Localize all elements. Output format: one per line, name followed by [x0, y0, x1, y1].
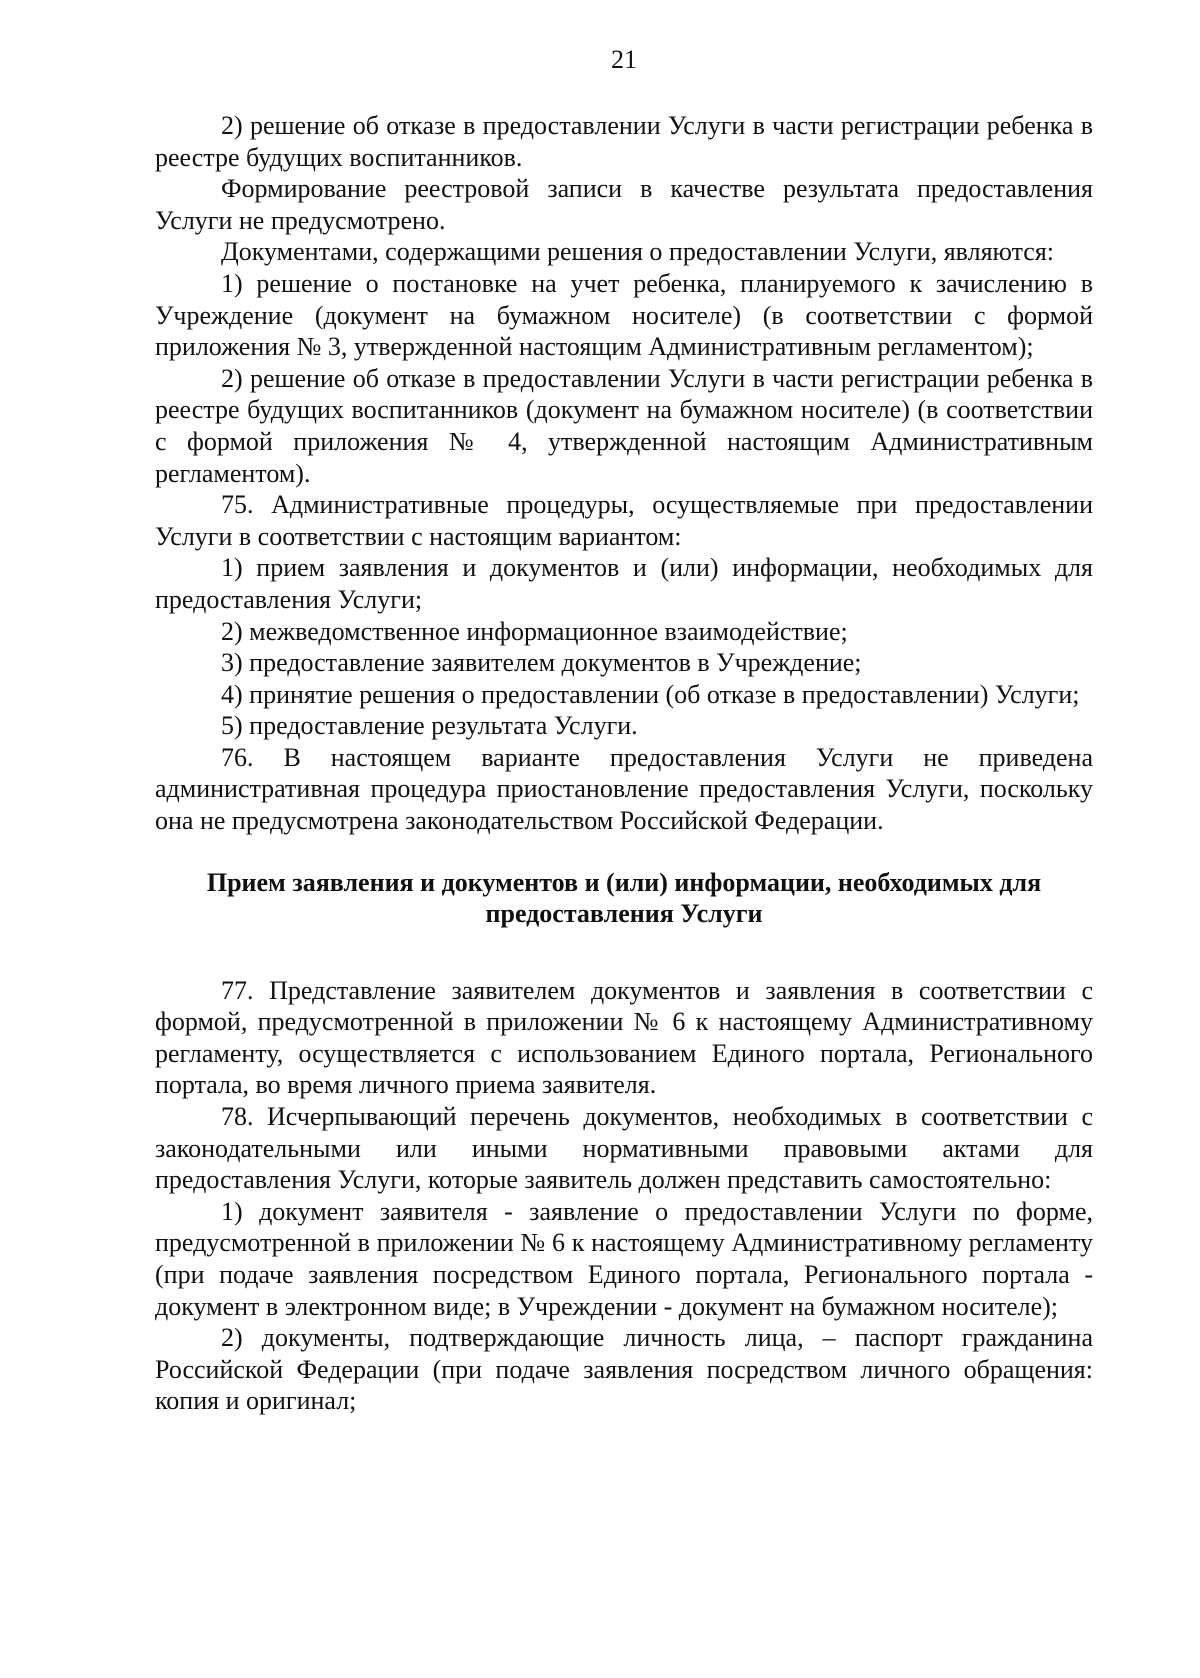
- section-heading-line-1: Прием заявления и документов и (или) информации, необходимых для: [206, 867, 1042, 897]
- paragraph-decision-registration: 1) решение о постановке на учет ребенка, планируемого к зачислению в Учреждение (документ на бумажном носителе) (в соответствии с формой приложения № 3, утвержденной настоящим Административным регламентом);: [155, 268, 1093, 362]
- paragraph-item-77: 77. Представление заявителем документов и заявления в соответствии с формой, предусмотренной в приложении № 6 к настоящему Административному регламенту, осуществляется с использованием Единого портала, Регионального портала, во время личного приема заявителя.: [155, 975, 1093, 1100]
- page-number: 21: [611, 45, 637, 74]
- paragraph-applicant-document: 1) документ заявителя - заявление о предоставлении Услуги по форме, предусмотренной в приложении № 6 к настоящему Административному регламенту (при подаче заявления посредством Единого портала, Регионального портала - документ в электронном виде; в Учреждении - документ на бумажном носителе);: [155, 1196, 1093, 1321]
- paragraph-identity-documents: 2) документы, подтверждающие личность лица, – паспорт гражданина Российской Федерации (при подаче заявления посредством личного обращения: копия и оригинал;: [155, 1323, 1093, 1416]
- paragraph-documents-intro: Документами, содержащими решения о предоставлении Услуги, являются:: [221, 237, 1055, 267]
- document-page: [155, 45, 1093, 1417]
- paragraph-procedure-5: 5) предоставление результата Услуги.: [221, 711, 638, 741]
- section-bottom: [155, 975, 1093, 1417]
- paragraph-decision-refusal-doc: 2) решение об отказе в предоставлении Услуги в части регистрации ребенка в реестре будущих воспитанников (документ на бумажном носителе) (в соответствии с формой приложения № 4, утвержденной настоящим Административным регламентом).: [155, 363, 1093, 488]
- section-top: [155, 110, 1093, 837]
- paragraph-item-75: 75. Административные процедуры, осуществляемые при предоставлении Услуги в соответствии с настоящим вариантом:: [155, 490, 1093, 551]
- paragraph-procedure-3: 3) предоставление заявителем документов в Учреждение;: [221, 648, 862, 678]
- paragraph-decision-refusal: 2) решение об отказе в предоставлении Услуги в части регистрации ребенка в реестре будущих воспитанников.: [155, 111, 1093, 172]
- paragraph-procedure-2: 2) межведомственное информационное взаимодействие;: [221, 616, 848, 646]
- section-heading: [155, 867, 1093, 929]
- paragraph-item-78: 78. Исчерпывающий перечень документов, необходимых в соответствии с законодательными или иными нормативными правовыми актами для предоставления Услуги, которые заявитель должен представить самостоятельно:: [155, 1102, 1093, 1195]
- paragraph-procedure-1: 1) прием заявления и документов и (или) информации, необходимых для предоставления Услуги;: [155, 553, 1093, 614]
- paragraph-registry-record: Формирование реестровой записи в качестве результата предоставления Услуги не предусмотрено.: [155, 174, 1093, 235]
- section-heading-line-2: предоставления Услуги: [485, 898, 763, 928]
- paragraph-item-76: 76. В настоящем варианте предоставления Услуги не приведена административная процедура приостановление предоставления Услуги, поскольку она не предусмотрена законодательством Российской Федерации.: [155, 742, 1093, 836]
- paragraph-procedure-4: 4) принятие решения о предоставлении (об отказе в предоставлении) Услуги;: [221, 679, 1080, 709]
